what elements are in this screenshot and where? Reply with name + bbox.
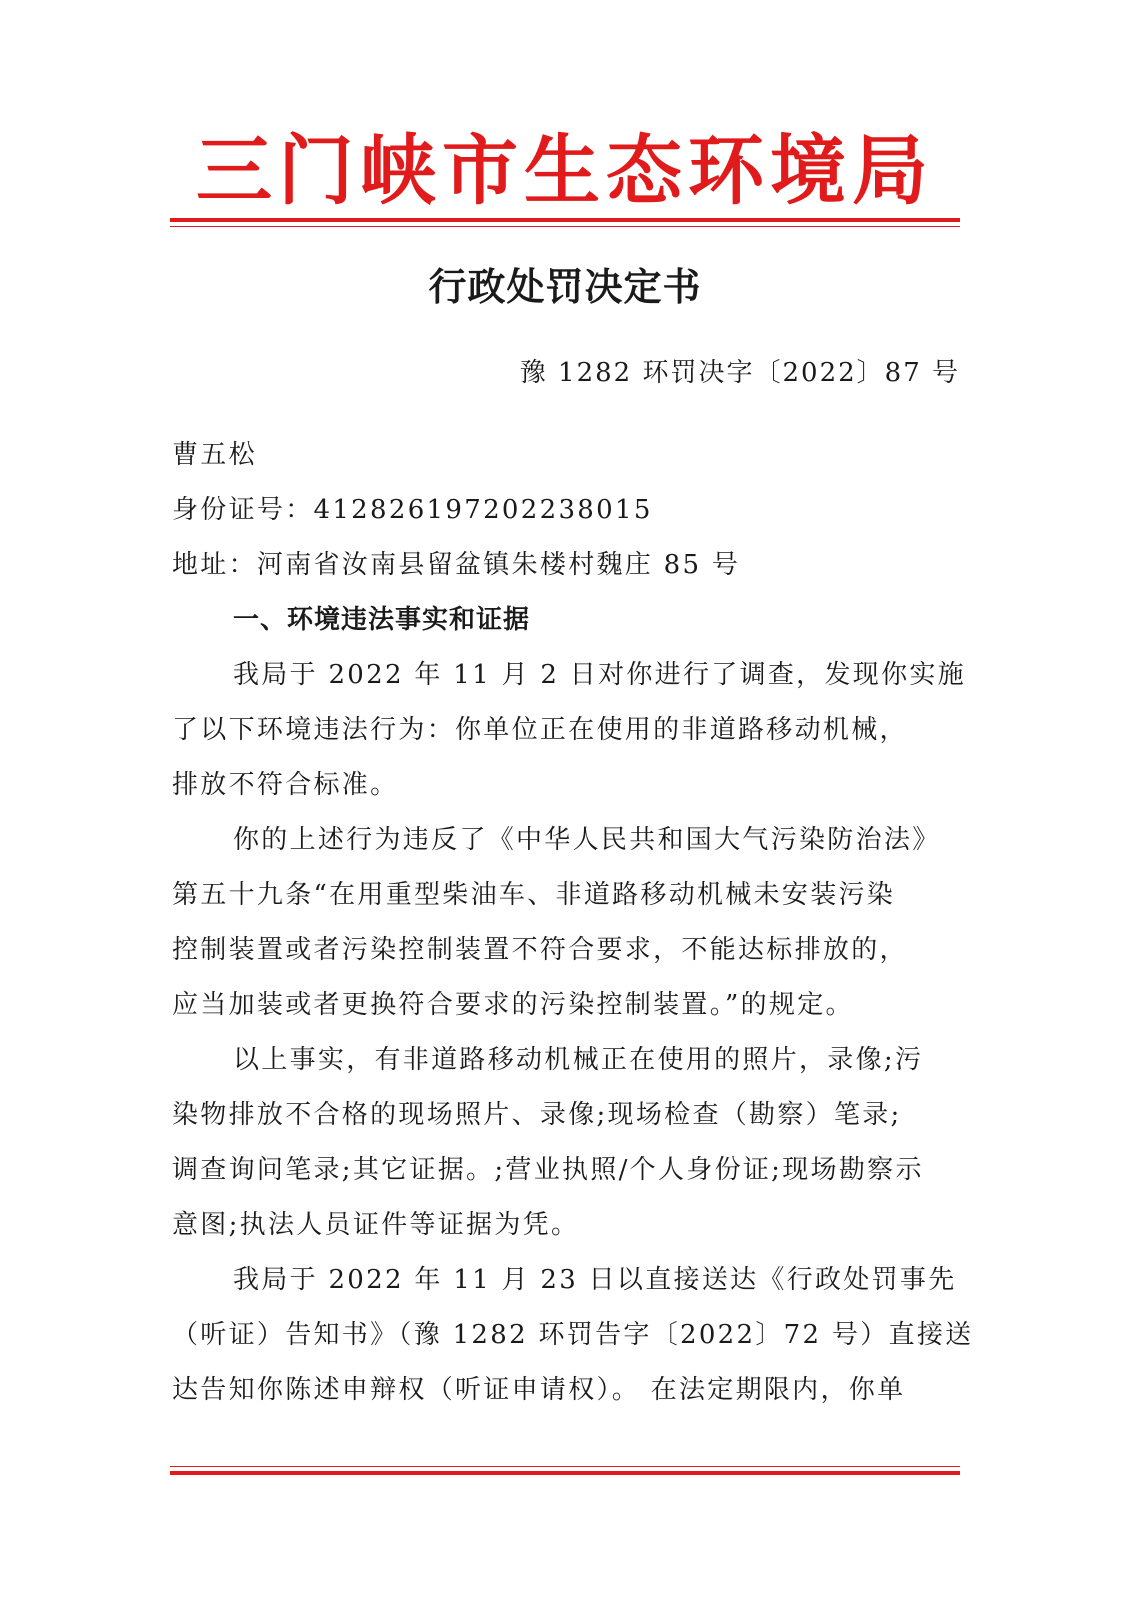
paragraph-line: 应当加装或者更换符合要求的污染控制装置。”的规定。 xyxy=(172,990,854,1020)
paragraph-line: 控制装置或者污染控制装置不符合要求，不能达标排放的， xyxy=(172,935,908,965)
paragraph-line: 排放不符合标准。 xyxy=(172,770,399,800)
paragraph-line: 调查询问笔录;其它证据。;营业执照/个人身份证;现场勘察示 xyxy=(172,1155,924,1185)
paragraph-line: 了以下环境违法行为：你单位正在使用的非道路移动机械， xyxy=(172,715,908,745)
document-title: 行政处罚决定书 xyxy=(428,264,702,309)
header-rule-thin xyxy=(170,226,960,227)
party-address-line: 地址：河南省汝南县留盆镇朱楼村魏庄 85 号 xyxy=(172,550,741,580)
footer-rule-thick xyxy=(170,1471,960,1475)
paragraph-line: 达告知你陈述申辩权（听证申请权）。 在法定期限内，你单 xyxy=(172,1375,906,1405)
document-number: 豫 1282 环罚决字〔2022〕87 号 xyxy=(519,358,960,388)
paragraph-line: （听证）告知书》（豫 1282 环罚告字〔2022〕72 号）直接送 xyxy=(172,1320,974,1350)
section-heading: 一、环境违法事实和证据 xyxy=(233,605,531,635)
footer-rule-thin xyxy=(170,1466,960,1467)
paragraph-line: 以上事实，有非道路移动机械正在使用的照片，录像;污 xyxy=(233,1045,924,1075)
organization-header: 三门峡市生态环境局 xyxy=(196,126,934,215)
party-id-line: 身份证号：412826197202238015 xyxy=(172,495,653,525)
paragraph-line: 第五十九条“在用重型柴油车、非道路移动机械未安装污染 xyxy=(172,880,896,910)
party-name: 曹五松 xyxy=(172,440,257,470)
paragraph-line: 染物排放不合格的现场照片、录像;现场检查（勘察）笔录; xyxy=(172,1100,902,1130)
paragraph-line: 我局于 2022 年 11 月 2 日对你进行了调查，发现你实施 xyxy=(233,660,966,690)
paragraph-line: 意图;执法人员证件等证据为凭。 xyxy=(172,1210,580,1240)
paragraph-line: 你的上述行为违反了《中华人民共和国大气污染防治法》 xyxy=(233,825,941,855)
paragraph-line: 我局于 2022 年 11 月 23 日以直接送达《行政处罚事先 xyxy=(233,1265,957,1295)
header-rule-thick xyxy=(170,218,960,222)
